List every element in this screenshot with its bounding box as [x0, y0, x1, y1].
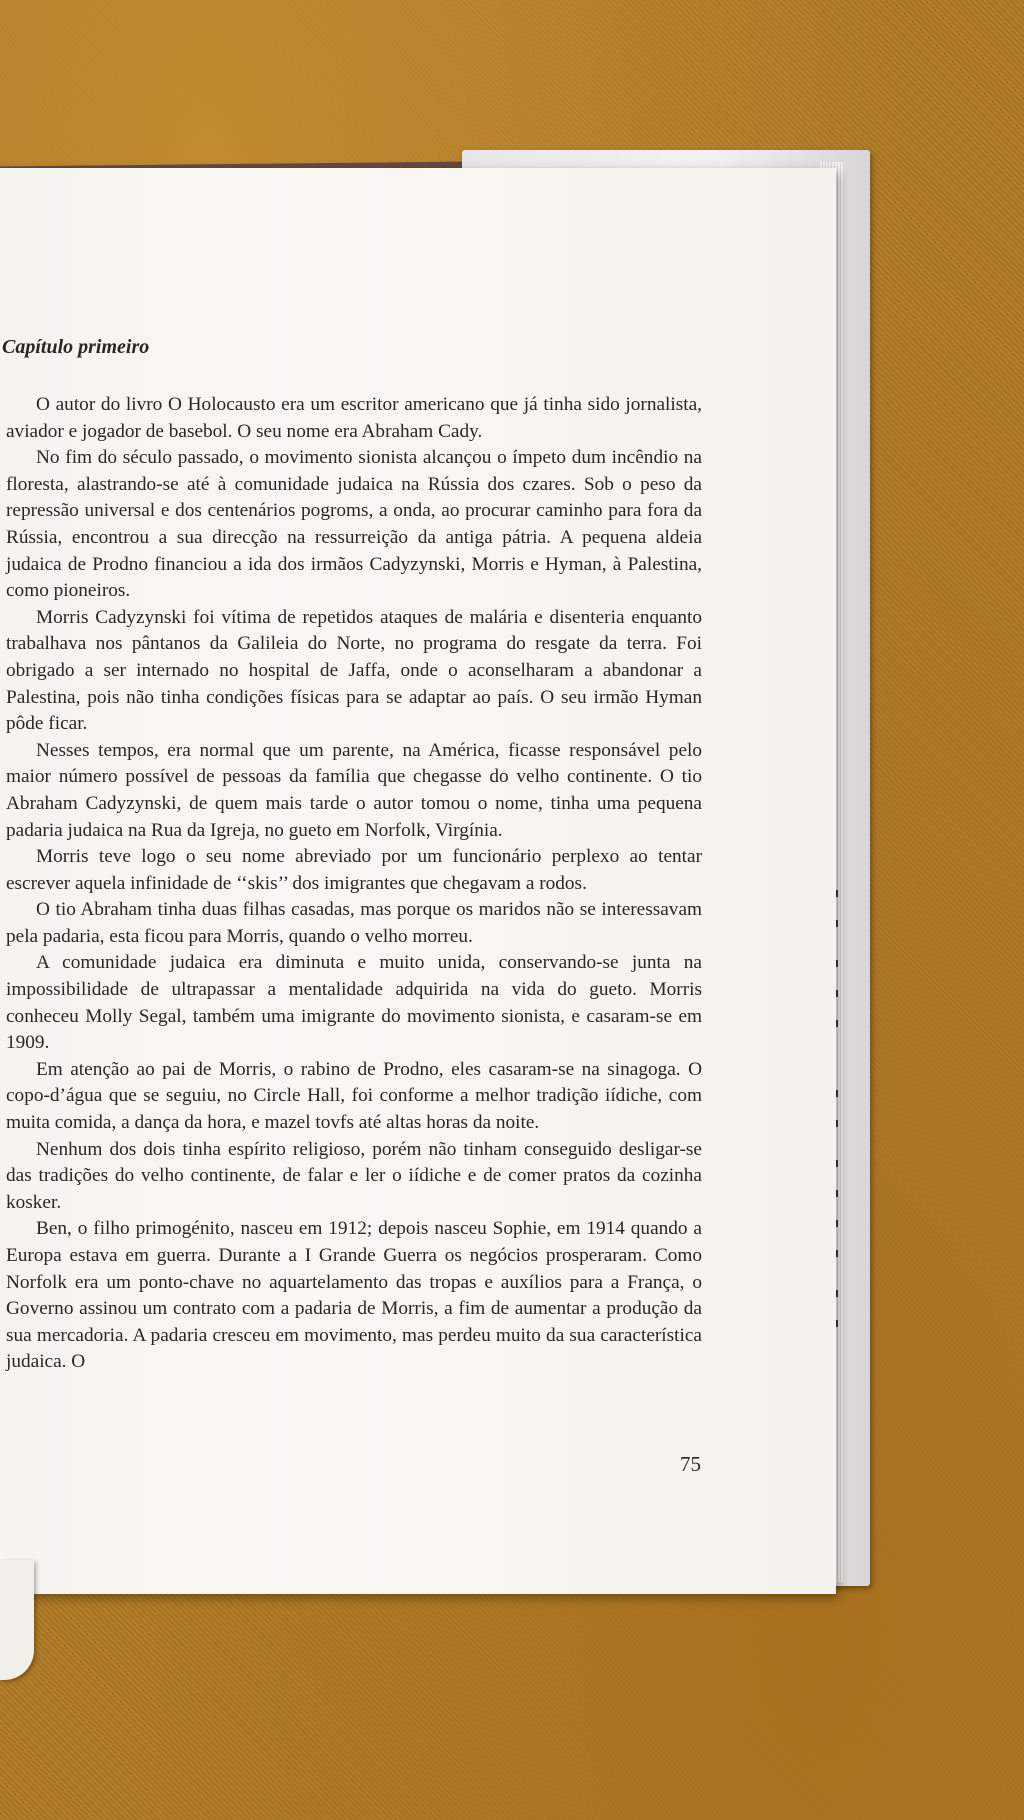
page-edge-marks — [836, 880, 840, 1360]
paragraph: Ben, o filho primogénito, nasceu em 1912; depois nasceu Sophie, em 1914 quando a Europa estava em guerra. Durante a I Grande Guerra os negócios prosperaram. Como Norfolk era um ponto-chave no aquartelamento das tropas e auxílios para a França, o Governo assinou um contrato com a padaria de Morris, a fim de aumentar a produção da sua mercadoria. A padaria cresceu em movimento, mas perdeu muito da sua característica judaica. O — [6, 1218, 702, 1373]
paragraph: A comunidade judaica era diminuta e muito unida, conservando-se junta na impossibilidade de ultrapassar a mentalidade adquirida na vida do gueto. Morris conheceu Molly Segal, também uma imigrante do movimento sionista, e casaram-se em 1909. — [6, 952, 702, 1054]
paragraph: Morris Cadyzynski foi vítima de repetidos ataques de malária e disenteria enquanto trabalhava nos pântanos da Galileia do Norte, no programa do resgate da terra. Foi obrigado a ser internado no hospital de Jaffa, onde o aconselharam a abandonar a Palestina, pois não tinha condições físicas para se adaptar ao país. O seu irmão Hyman pôde ficar. — [6, 606, 702, 735]
body-text — [6, 392, 702, 1376]
paragraph: No fim do século passado, o movimento sionista alcançou o ímpeto dum incêndio na floresta, alastrando-se até à comunidade judaica na Rússia dos czares. Sob o peso da repressão universal e dos centenários pogroms, a onda, ao procurar caminho para fora da Rússia, encontrou a sua direcção na ressurreição da antiga pátria. A pequena aldeia judaica de Prodno financiou a ida dos irmãos Cadyzynski, Morris e Hyman, à Palestina, como pioneiros. — [6, 447, 702, 602]
paragraph: O autor do livro O Holocausto era um escritor americano que já tinha sido jornalista, aviador e jogador de basebol. O seu nome era Abraham Cady. — [6, 394, 702, 442]
paragraph: Nenhum dos dois tinha espírito religioso, porém não tinham conseguido desligar-se das tradições do velho continente, de falar e ler o iídiche e de comer pratos da cozinha kosker. — [6, 1138, 702, 1213]
paragraph: Nesses tempos, era normal que um parente, na América, ficasse responsável pelo maior número possível de pessoas da família que chegasse do velho continente. O tio Abraham Cadyzynski, de quem mais tarde o autor tomou o nome, tinha uma pequena padaria judaica na Rua da Igreja, no gueto em Norfolk, Virgínia. — [6, 739, 702, 841]
paragraph: O tio Abraham tinha duas filhas casadas, mas porque os maridos não se interessavam pela padaria, esta ficou para Morris, quando o velho morreu. — [6, 899, 702, 947]
page-number: 75 — [680, 1452, 701, 1476]
paragraph: Morris teve logo o seu nome abreviado por um funcionário perplexo ao tentar escrever aquela infinidade de ‘‘skis’’ dos imigrantes que chegavam a rodos. — [6, 846, 702, 894]
paragraph: Em atenção ao pai de Morris, o rabino de Prodno, eles casaram-se na sinagoga. O copo-d’água que se seguiu, no Circle Hall, foi conforme a melhor tradição iídiche, com muita comida, a dança da hora, e mazel tovfs até altas horas da noite. — [6, 1058, 702, 1134]
chapter-title: Capítulo primeiro — [2, 336, 150, 358]
page-curl — [0, 1560, 34, 1680]
